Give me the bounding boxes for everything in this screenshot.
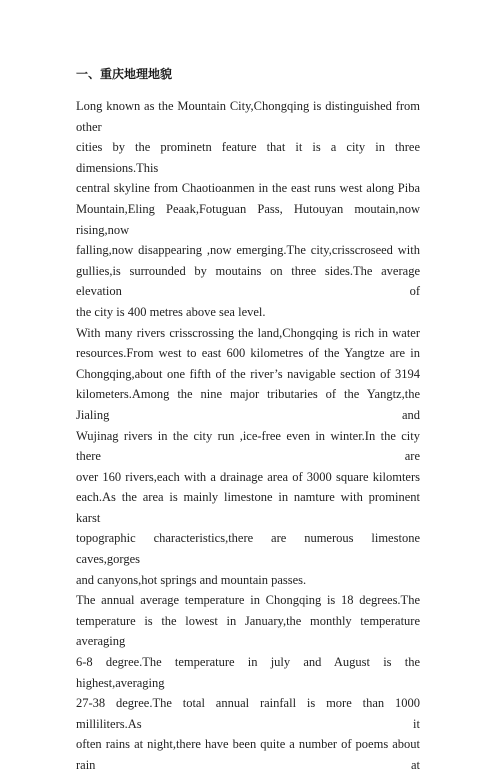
text-line: topographic characteristics,there are numerous limestone caves,gorges: [76, 531, 420, 567]
text-line: Mountain,Eling Peaak,Fotuguan Pass, Hutouyan moutain,now rising,now: [76, 201, 420, 237]
text-line: over 160 rivers,each with a drainage area of 3000 square kilomters: [76, 469, 420, 484]
text-line: 6-8 degree.The temperature in july and August is the highest,averaging: [76, 655, 420, 690]
text-line: kilometers.Among the nine major tributaries of the Yangtz,the Jialing and: [76, 387, 420, 422]
text-line: The annual average temperature in Chongqing is 18 degrees.The: [76, 593, 420, 608]
text-line: Chongqing,about one fifth of the river’s navigable section of 3194: [76, 366, 420, 381]
text-line: resources.From west to east 600 kilometres of the Yangtze are in: [76, 346, 420, 361]
text-line: Long known as the Mountain City,Chongqing is distinguished from other: [76, 99, 420, 134]
text-line: and canyons,hot springs and mountain passes.: [76, 572, 307, 587]
text-line: gullies,is surrounded by moutains on three sides.The average elevation of: [76, 263, 420, 299]
text-line: the city is 400 metres above sea level.: [76, 304, 266, 319]
text-line: 27-38 degree.The total annual rainfall is more than 1000 milliliters.As it: [76, 696, 420, 731]
body-text: [76, 96, 420, 776]
paragraph-climate: [76, 590, 420, 775]
section-heading: 一、重庆地理地貌: [76, 67, 173, 81]
paragraph-rivers: [76, 323, 420, 591]
text-line: central skyline from Chaotioanmen in the east runs west along Piba: [76, 181, 420, 196]
text-line: With many rivers crisscrossing the land,Chongqing is rich in water: [76, 325, 420, 340]
text-line: Wujinag rivers in the city run ,ice-free even in winter.In the city there are: [76, 428, 420, 464]
text-line: cities by the prominetn feature that it is a city in three dimensions.This: [76, 140, 420, 175]
text-line: each.As the area is mainly limestone in namture with prominent karst: [76, 490, 420, 525]
text-line: falling,now disappearing ,now emerging.The city,crisscroseed with: [76, 243, 420, 258]
text-line: temperature is the lowest in January,the monthly temperature averaging: [76, 613, 420, 649]
paragraph-geography: [76, 96, 420, 323]
text-line: often rains at night,there have been quite a number of poems about rain at: [76, 737, 420, 772]
